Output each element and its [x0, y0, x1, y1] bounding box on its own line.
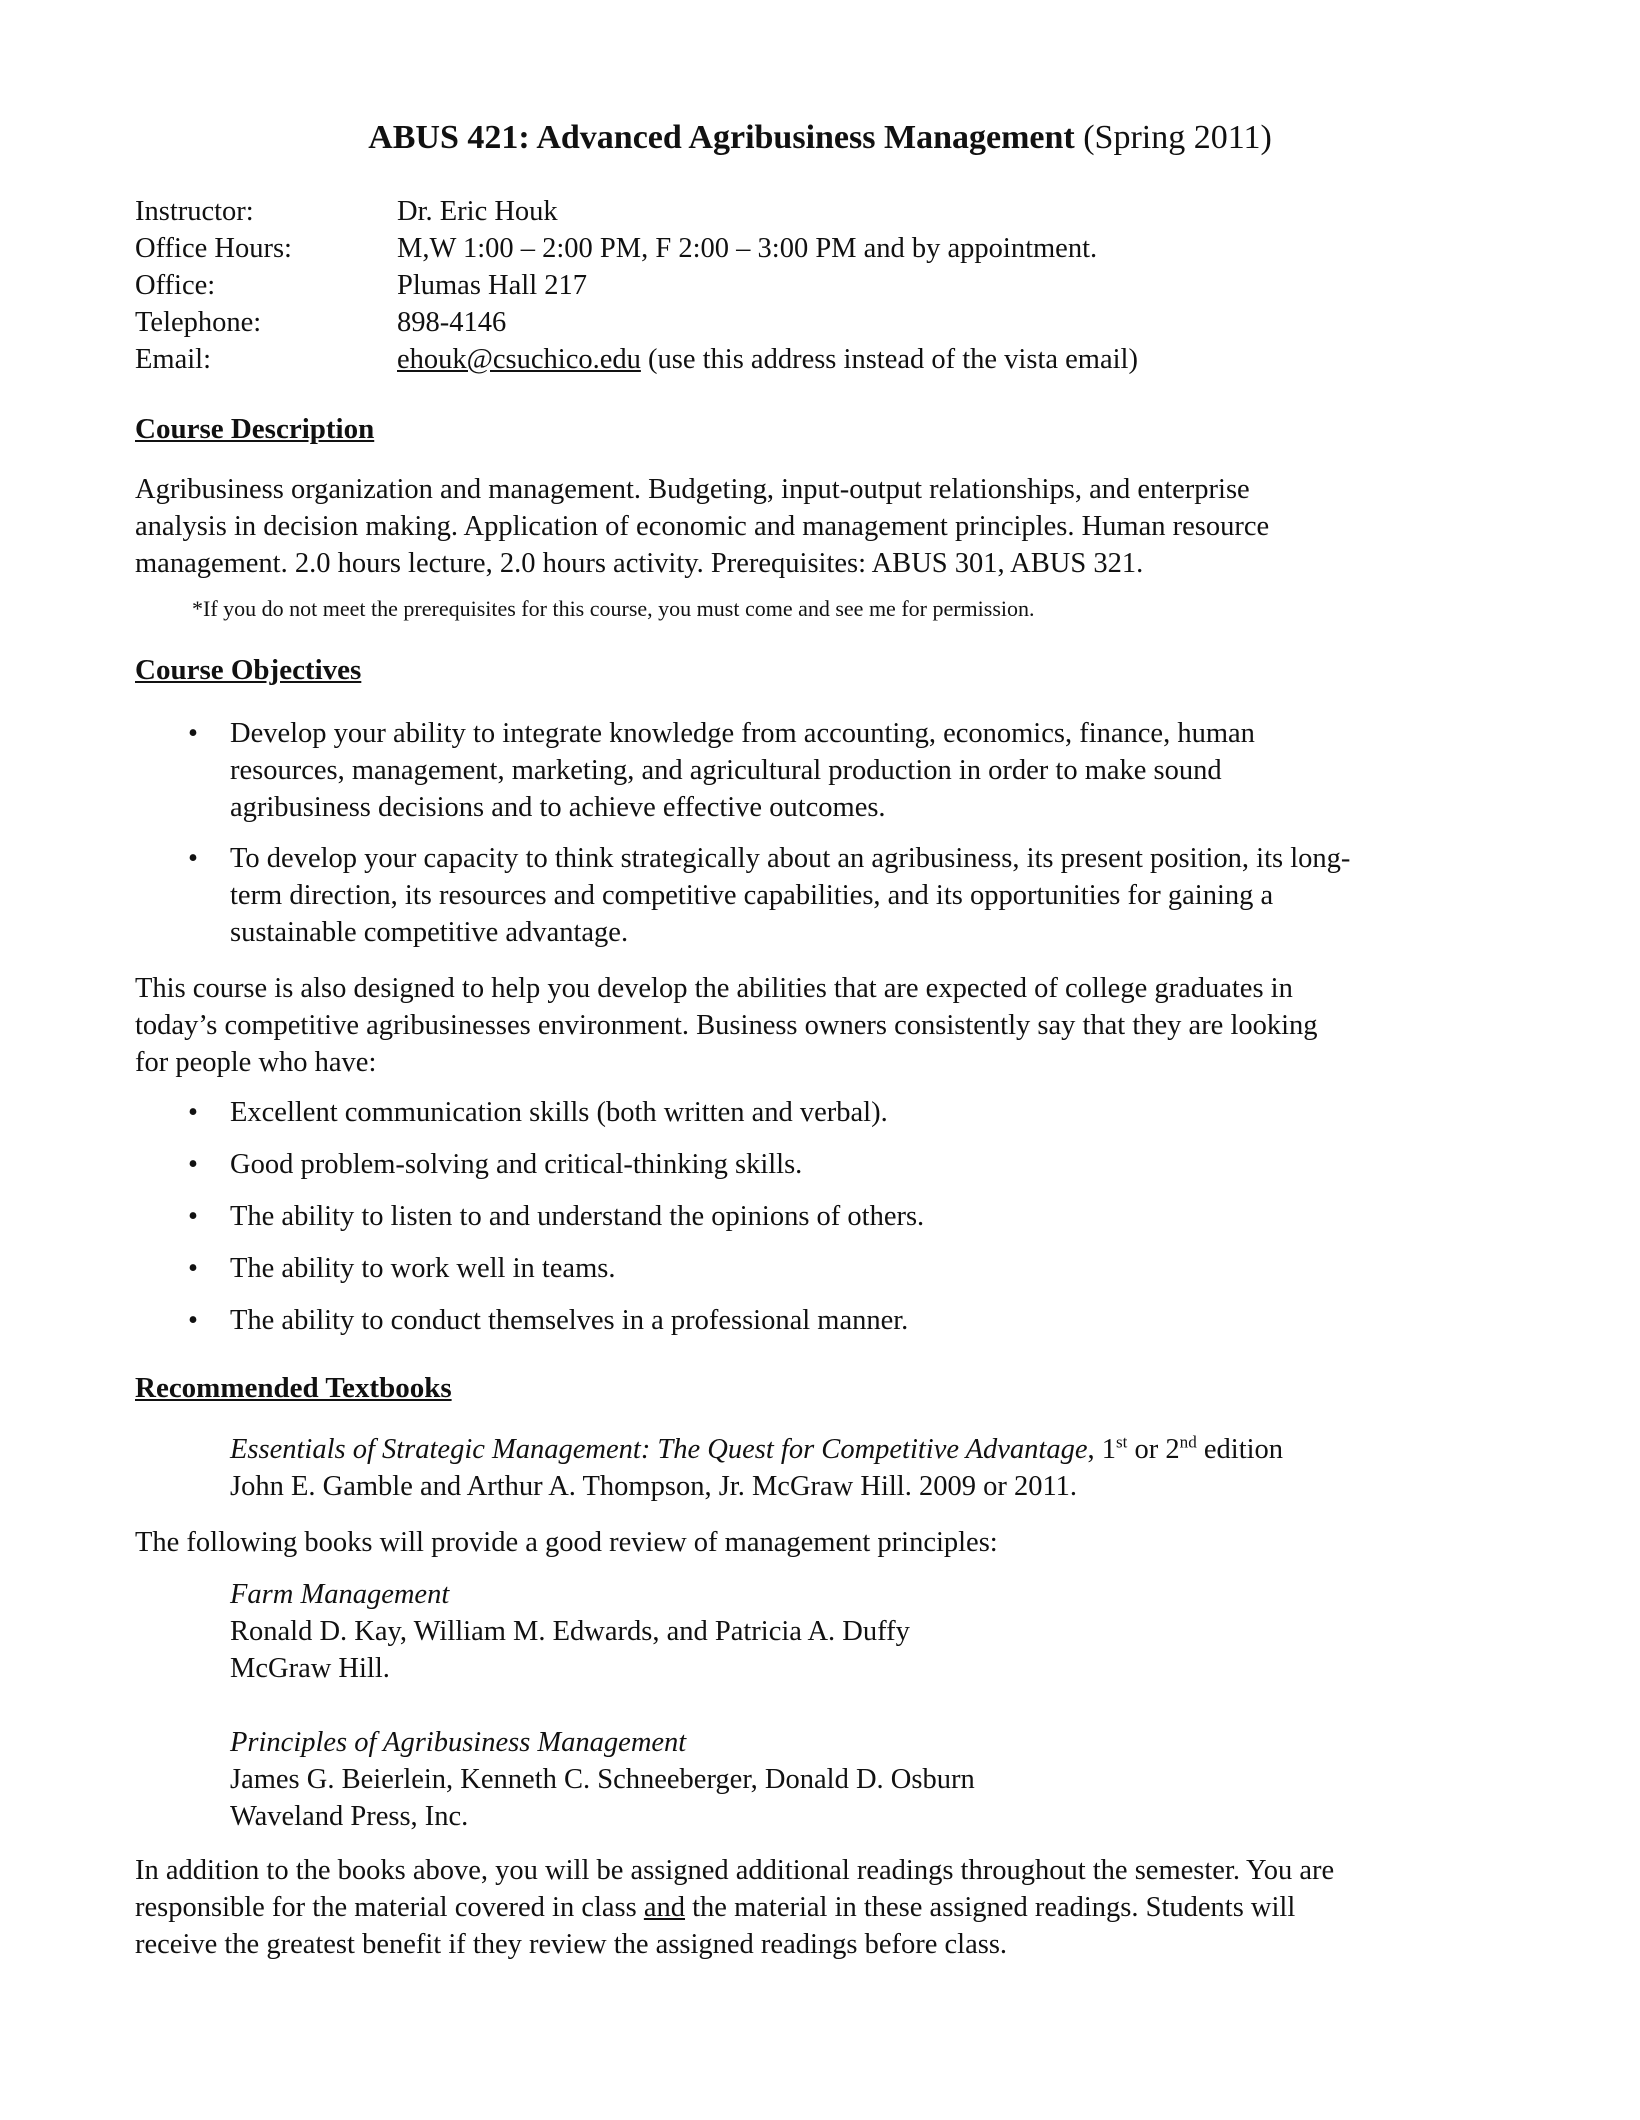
list-item	[135, 1094, 1505, 1131]
info-label: Telephone:	[135, 307, 262, 338]
list-item	[135, 1250, 1505, 1287]
text-line: Agribusiness organization and management. Budgeting, input-output relationships, and enterprise	[135, 474, 1250, 505]
list-item	[135, 1146, 1505, 1183]
emphasized-word: and	[643, 1892, 686, 1923]
list-item	[135, 715, 1505, 826]
info-row-email	[135, 341, 1138, 378]
edition-number: 1	[1101, 1434, 1117, 1465]
info-value: Plumas Hall 217	[397, 270, 587, 301]
book-title: Principles of Agribusiness Management	[230, 1727, 687, 1758]
course-objectives-heading: Course Objectives	[135, 654, 362, 686]
email-link[interactable]: ehouk@csuchico.edu	[397, 344, 641, 375]
objectives-list	[135, 715, 1505, 951]
info-label: Office:	[135, 270, 216, 301]
book-title: Farm Management	[230, 1579, 450, 1610]
list-item	[135, 840, 1505, 951]
text-line: In addition to the books above, you will be assigned additional readings throughout the semester. You are	[135, 1855, 1335, 1886]
edition-label: edition	[1196, 1434, 1284, 1465]
bullet-icon: •	[188, 718, 198, 749]
info-label: Instructor:	[135, 196, 254, 227]
bullet-icon: •	[188, 1149, 198, 1180]
info-label: Office Hours:	[135, 233, 292, 264]
textbook-citation: Essentials of Strategic Management: The Quest for Competitive Advantage, 1st or 2nd edition	[230, 1432, 1284, 1465]
text-line: term direction, its resources and competitive capabilities, and its opportunities for gaining a	[230, 880, 1274, 911]
instructor-info	[135, 193, 1138, 378]
info-label: Email:	[135, 344, 211, 375]
bullet-icon: •	[188, 1253, 198, 1284]
bullet-icon: •	[188, 1305, 198, 1336]
list-item-text: Excellent communication skills (both written and verbal).	[230, 1097, 888, 1128]
review-book-1	[230, 1576, 1480, 1687]
review-book-2	[230, 1724, 1480, 1835]
closing-paragraph	[135, 1852, 1510, 1963]
main-textbook	[230, 1431, 1480, 1505]
text-line: agribusiness decisions and to achieve effective outcomes.	[230, 792, 886, 823]
book-authors: Ronald D. Kay, William M. Edwards, and Patricia A. Duffy	[230, 1616, 910, 1647]
list-item	[135, 1302, 1505, 1339]
book-publisher: McGraw Hill.	[230, 1653, 390, 1684]
list-item-text: The ability to listen to and understand the opinions of others.	[230, 1201, 925, 1232]
info-value: M,W 1:00 – 2:00 PM, F 2:00 – 3:00 PM and by appointment.	[397, 233, 1098, 264]
info-row-office	[135, 267, 1138, 304]
text-line: receive the greatest benefit if they review the assigned readings before class.	[135, 1929, 1008, 1960]
course-description-text	[135, 471, 1510, 582]
info-value: Dr. Eric Houk	[397, 196, 558, 227]
text-segment: responsible for the material covered in class	[135, 1892, 644, 1923]
text-line: analysis in decision making. Application of economic and management principles. Human resource	[135, 511, 1270, 542]
edition-suffix: st	[1116, 1432, 1128, 1452]
review-intro: The following books will provide a good review of management principles:	[135, 1527, 998, 1558]
text-line	[135, 1889, 1510, 1926]
course-title: ABUS 421: Advanced Agribusiness Management	[368, 119, 1075, 156]
course-term: (Spring 2011)	[1083, 119, 1272, 156]
textbooks-heading: Recommended Textbooks	[135, 1372, 452, 1404]
bullet-icon: •	[188, 1097, 198, 1128]
info-row-office-hours	[135, 230, 1138, 267]
text-line: today’s competitive agribusinesses environment. Business owners consistently say that they are looking	[135, 1010, 1318, 1041]
text-line: for people who have:	[135, 1047, 377, 1078]
book-authors: James G. Beierlein, Kenneth C. Schneeberger, Donald D. Osburn	[230, 1764, 975, 1795]
list-item-text: The ability to conduct themselves in a professional manner.	[230, 1305, 909, 1336]
course-description-heading: Course Description	[135, 413, 375, 445]
list-item-text: The ability to work well in teams.	[230, 1253, 616, 1284]
list-item-text: Good problem-solving and critical-thinking skills.	[230, 1149, 803, 1180]
text-line: Develop your ability to integrate knowledge from accounting, economics, finance, human	[230, 718, 1255, 749]
info-row-instructor	[135, 193, 1138, 230]
info-value: 898-4146	[397, 307, 507, 338]
text-line: To develop your capacity to think strategically about an agribusiness, its present position, its long-	[230, 843, 1351, 874]
text-line: This course is also designed to help you develop the abilities that are expected of college graduates in	[135, 973, 1293, 1004]
text-line: resources, management, marketing, and agricultural production in order to make sound	[230, 755, 1222, 786]
page-title	[0, 116, 1640, 160]
info-value: (use this address instead of the vista email)	[640, 344, 1138, 375]
abilities-intro	[135, 970, 1510, 1081]
bullet-icon: •	[188, 843, 198, 874]
edition-suffix: nd	[1179, 1432, 1197, 1452]
textbook-title: Essentials of Strategic Management: The Quest for Competitive Advantage	[230, 1434, 1088, 1465]
text-line: sustainable competitive advantage.	[230, 917, 629, 948]
bullet-icon: •	[188, 1201, 198, 1232]
info-row-telephone	[135, 304, 1138, 341]
list-item	[135, 1198, 1505, 1235]
text-segment: the material in these assigned readings. Students will	[685, 1892, 1296, 1923]
abilities-list	[135, 1094, 1505, 1339]
edition-number: or 2	[1127, 1434, 1180, 1465]
textbook-authors: John E. Gamble and Arthur A. Thompson, Jr. McGraw Hill. 2009 or 2011.	[230, 1471, 1078, 1502]
prerequisite-note: *If you do not meet the prerequisites for this course, you must come and see me for permission.	[192, 596, 1035, 621]
book-publisher: Waveland Press, Inc.	[230, 1801, 469, 1832]
text-line: management. 2.0 hours lecture, 2.0 hours activity. Prerequisites: ABUS 301, ABUS 321.	[135, 548, 1144, 579]
